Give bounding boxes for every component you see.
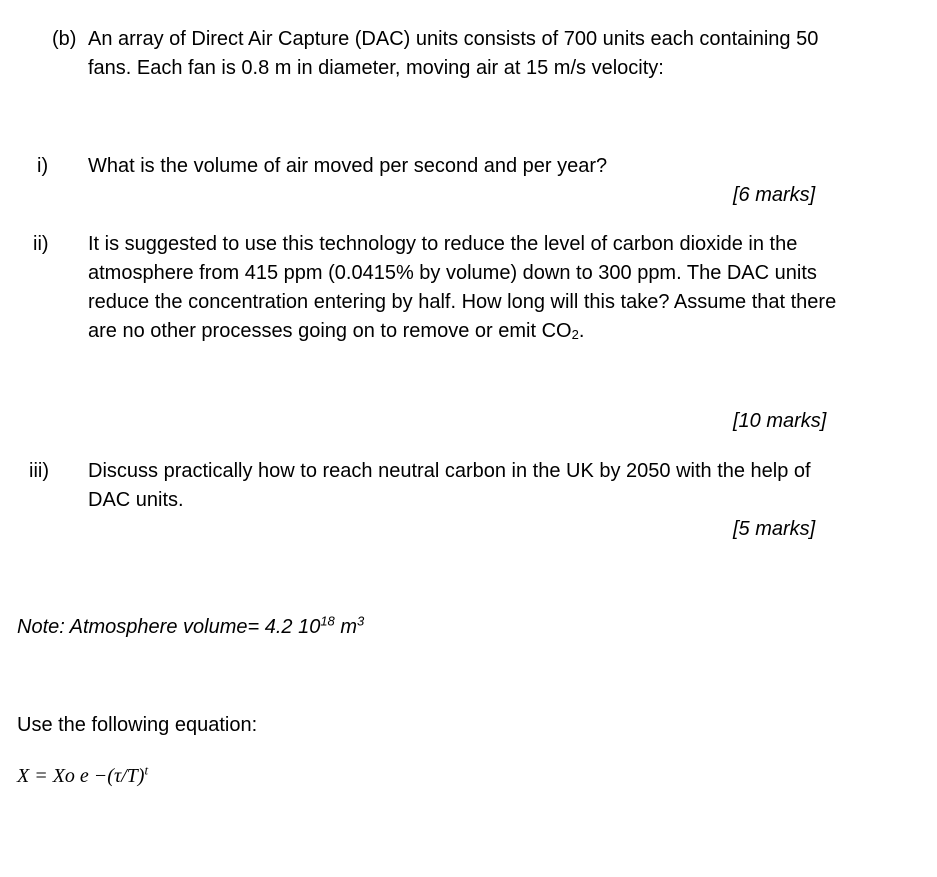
note-unit-exponent: 3	[357, 613, 365, 629]
question-2-line-3: reduce the concentration entering by half. How long will this take? Assume that there	[88, 291, 837, 313]
equation	[17, 762, 148, 791]
question-2-line-1: It is suggested to use this technology to reduce the level of carbon dioxide in the	[88, 233, 798, 255]
question-3-marks: [5 marks]	[733, 518, 816, 540]
equation-intro: Use the following equation:	[17, 714, 258, 736]
question-2-line-2: atmosphere from 415 ppm (0.0415% by volume) down to 300 ppm. The DAC units	[88, 262, 817, 284]
question-2-marks: [10 marks]	[733, 410, 827, 432]
question-1-marks: [6 marks]	[733, 184, 816, 206]
question-3-line-2: DAC units.	[88, 489, 184, 511]
question-1-line-1: What is the volume of air moved per second and per year?	[88, 155, 608, 177]
note-exponent: 18	[320, 613, 335, 629]
equation-text: X = Xo e −(τ/T)	[17, 765, 145, 787]
intro-line-1: An array of Direct Air Capture (DAC) units consists of 700 units each containing 50	[88, 28, 819, 50]
question-1-number: i)	[37, 155, 49, 177]
co2-subscript: 2	[571, 327, 579, 342]
note-unit: m	[334, 616, 358, 638]
note	[17, 613, 364, 642]
question-3-line-1: Discuss practically how to reach neutral carbon in the UK by 2050 with the help of	[88, 460, 811, 482]
question-2-line-4	[88, 317, 584, 346]
question-2-line-4-text: are no other processes going on to remove or emit CO	[88, 320, 572, 342]
question-2-line-4-end: .	[578, 320, 585, 342]
question-2-number: ii)	[33, 233, 49, 255]
intro-line-2: fans. Each fan is 0.8 m in diameter, moving air at 15 m/s velocity:	[88, 57, 664, 79]
question-3-number: iii)	[29, 460, 49, 482]
part-label: (b)	[52, 28, 77, 50]
note-text: Note: Atmosphere volume= 4.2 10	[17, 616, 321, 638]
equation-superscript: t	[144, 762, 149, 778]
